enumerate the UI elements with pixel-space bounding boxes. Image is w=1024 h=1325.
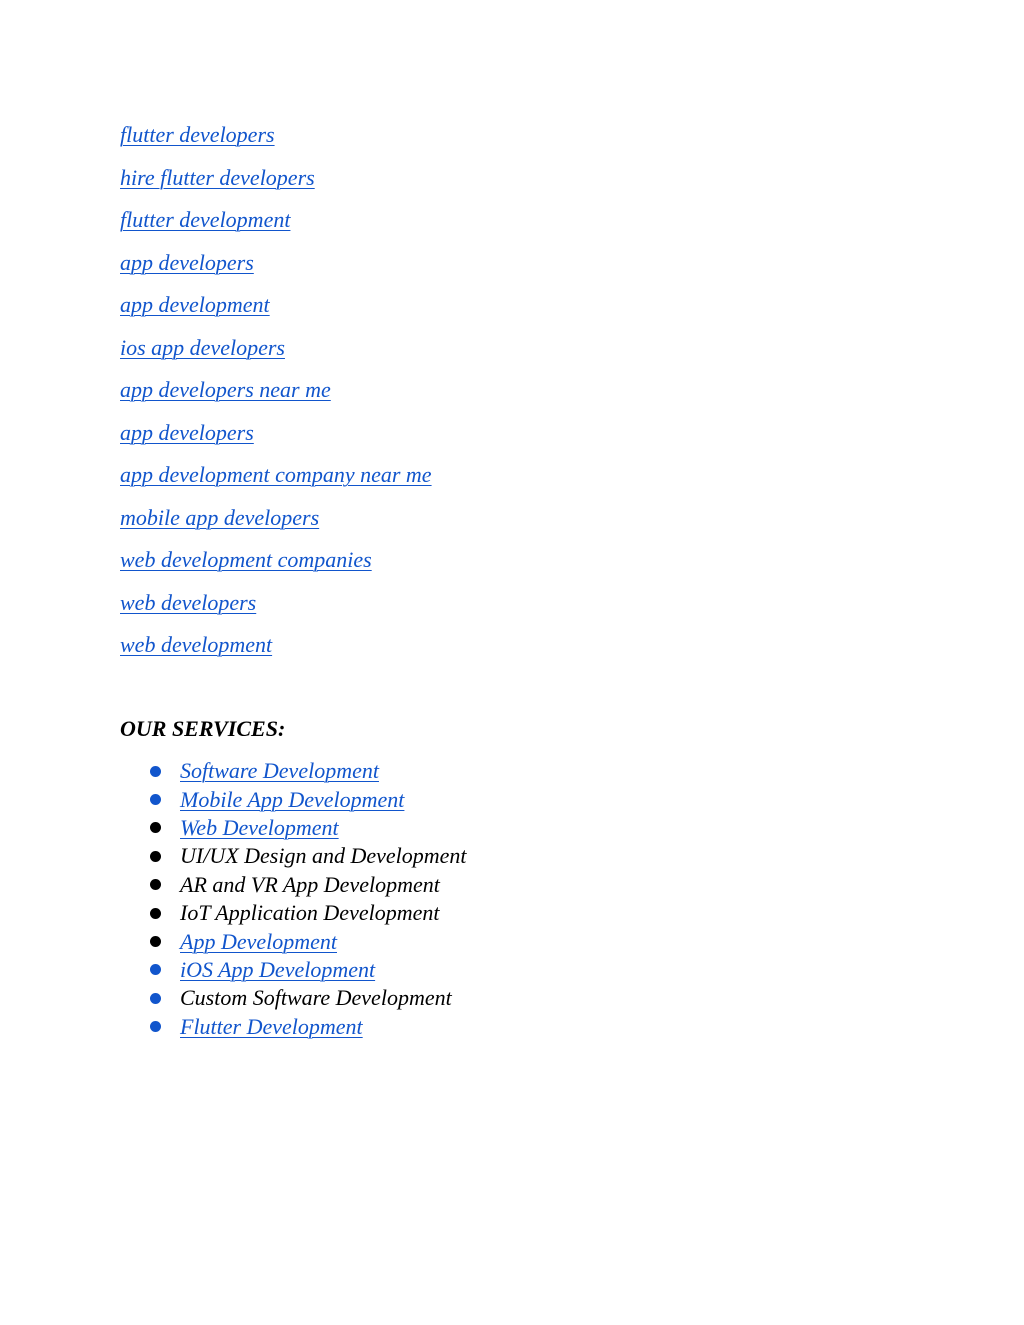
service-label: Custom Software Development — [180, 985, 452, 1011]
list-item — [120, 416, 432, 459]
bullet-icon — [150, 1021, 161, 1032]
keyword-link[interactable]: web development — [120, 632, 273, 657]
list-item — [120, 458, 432, 501]
service-item — [150, 785, 467, 813]
bullet-icon — [150, 936, 161, 947]
service-label: IoT Application Development — [180, 900, 440, 926]
bullet-icon — [150, 822, 161, 833]
keyword-link[interactable]: app developers — [120, 419, 254, 445]
service-item — [150, 757, 467, 785]
service-item — [150, 956, 467, 984]
list-item — [120, 288, 432, 331]
service-link[interactable]: Web Development — [180, 814, 339, 840]
service-item — [150, 871, 467, 899]
list-item — [120, 628, 432, 671]
service-link[interactable]: App Development — [180, 928, 337, 954]
keyword-link[interactable]: web development companies — [120, 547, 372, 572]
list-item — [120, 586, 432, 629]
list-item — [120, 501, 432, 544]
list-item — [120, 203, 432, 246]
keyword-link[interactable]: hire flutter developers — [120, 164, 315, 190]
service-label: UI/UX Design and Development — [180, 843, 467, 869]
keyword-link[interactable]: ios app developers — [120, 334, 285, 360]
service-item — [150, 1013, 467, 1041]
keyword-link[interactable]: flutter development — [120, 207, 291, 232]
service-link[interactable]: Flutter Development — [180, 1013, 363, 1039]
list-item — [120, 373, 432, 416]
bullet-icon — [150, 851, 161, 862]
service-item — [150, 842, 467, 870]
list-item — [120, 161, 432, 204]
bullet-icon — [150, 766, 161, 777]
list-item — [120, 543, 432, 586]
list-item — [120, 246, 432, 289]
services-heading: OUR SERVICES: — [120, 716, 286, 741]
keyword-link[interactable]: app developers — [120, 249, 254, 275]
service-item — [150, 899, 467, 927]
keyword-link[interactable]: flutter developers — [120, 122, 275, 147]
keyword-link-list — [120, 118, 432, 671]
service-label: AR and VR App Development — [180, 871, 440, 897]
bullet-icon — [150, 879, 161, 890]
keyword-link[interactable]: web developers — [120, 589, 257, 615]
service-link[interactable]: Software Development — [180, 758, 379, 784]
service-link[interactable]: iOS App Development — [180, 956, 376, 982]
service-item — [150, 927, 467, 955]
keyword-link[interactable]: app developers near me — [120, 377, 331, 402]
keyword-link[interactable]: app development company near me — [120, 462, 432, 487]
keyword-link[interactable]: mobile app developers — [120, 504, 320, 530]
bullet-icon — [150, 964, 161, 975]
services-list — [150, 757, 467, 1041]
service-item — [150, 984, 467, 1012]
service-item — [150, 814, 467, 842]
list-item — [120, 331, 432, 374]
list-item — [120, 118, 432, 161]
bullet-icon — [150, 908, 161, 919]
bullet-icon — [150, 794, 161, 805]
keyword-link[interactable]: app development — [120, 292, 270, 317]
bullet-icon — [150, 993, 161, 1004]
service-link[interactable]: Mobile App Development — [180, 786, 405, 812]
